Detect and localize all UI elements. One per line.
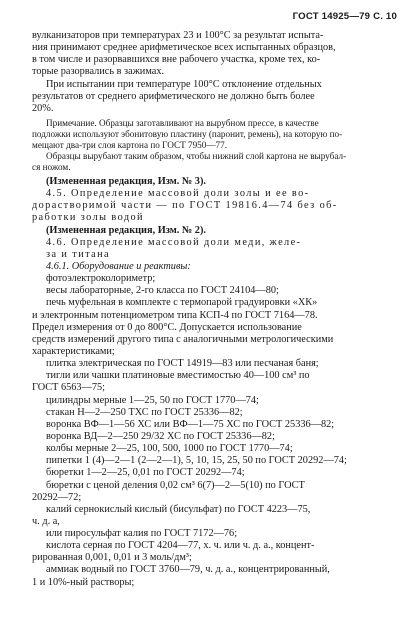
list-item: колбы мерные 2—25, 100, 500, 1000 по ГОСТ 1770—74; xyxy=(46,443,293,455)
list-item: или пиросульфат калия по ГОСТ 7172—76; xyxy=(46,528,238,540)
section-heading: за и титана xyxy=(46,248,110,260)
section-heading: 4.6. Определение массовой доли меди, желе- xyxy=(46,236,302,248)
text-line: ния принимают среднее арифметическое всех испытанных образцов, xyxy=(32,42,336,54)
revision-note: (Измененная редакция, Изм. № 3). xyxy=(46,175,206,187)
text-line: в том числе и разорвавшихся вне рабочего участка, кроме тех, ко- xyxy=(32,54,321,66)
text-line: 1 и 10%-ный растворы; xyxy=(32,576,135,588)
list-item: калий сернокислый кислый (бисульфат) по ГОСТ 4223—75, xyxy=(46,503,311,515)
list-item: плитка электрическая по ГОСТ 14919—83 или песчаная баня; xyxy=(46,358,319,370)
text-line: результатов от среднего арифметического не должно быть более xyxy=(32,90,315,102)
list-item: стакан Н—2—250 ТХС по ГОСТ 25336—82; xyxy=(46,406,243,418)
text-line: При испытании при температуре 100°C отклонение отдельных xyxy=(46,78,322,90)
page-header: ГОСТ 14925—79 С. 10 xyxy=(292,11,397,22)
text-line: 20292—72; xyxy=(32,491,82,503)
list-item: цилиндры мерные 1—25, 50 по ГОСТ 1770—74; xyxy=(46,394,259,406)
section-heading: работки золы водой xyxy=(32,212,144,224)
text-line: торые разорвались в зажимах. xyxy=(32,66,165,78)
list-item: воронка ВФ—1—56 ХС или ВФ—1—75 ХС по ГОСТ 25336—82; xyxy=(46,418,335,430)
text-line: рированная 0,001, 0,01 и 3 моль/дм³; xyxy=(32,552,192,564)
list-item: фотоэлектроколориметр; xyxy=(46,273,156,285)
note-line: мещают два-три слоя картона по ГОСТ 7950—77. xyxy=(32,139,228,150)
list-item: бюретки с ценой деления 0,02 см³ 6(7)—2—5(10) по ГОСТ xyxy=(46,479,305,491)
text-line: Предел измерения от 0 до 800°C. Допускается использование xyxy=(32,321,302,333)
list-item: пипетки 1 (4)—2—1 (2—2—1), 5, 10, 15, 25, 50 по ГОСТ 20292—74; xyxy=(46,455,347,467)
section-heading: 4.5. Определение массовой доли золы и ее во- xyxy=(46,188,310,200)
text-line: и электронным потенциометром типа КСП-4 по ГОСТ 7164—78. xyxy=(32,309,318,321)
document-body xyxy=(32,30,397,589)
list-item: кислота серная по ГОСТ 4204—77, х. ч. или ч. д. а., концент- xyxy=(46,540,315,552)
note-line: ся ножом. xyxy=(32,161,71,172)
text-line: ч. д. а, xyxy=(32,515,60,527)
text-line: средств измерений другого типа с аналогичными метрологическими xyxy=(32,333,334,345)
text-line: характеристиками; xyxy=(32,345,115,357)
text-line: 20%. xyxy=(32,102,54,114)
section-heading: дорастворимой части — по ГОСТ 19816.4—74 без об- xyxy=(32,200,338,212)
list-item: весы лабораторные, 2-го класса по ГОСТ 24104—80; xyxy=(46,285,279,297)
list-item: бюретки 1—2—25, 0,01 по ГОСТ 20292—74; xyxy=(46,467,245,479)
note-line: Образцы вырубают таким образом, чтобы нижний слой картона не вырубал- xyxy=(46,150,347,161)
note-line: подложки используют эбонитовую пластину (паронит, ремень), на которую по- xyxy=(32,128,343,139)
revision-note: (Измененная редакция, Изм. № 2). xyxy=(46,224,206,236)
note-line: Примечание. Образцы заготавливают на вырубном прессе, в качестве xyxy=(46,117,319,128)
list-item: воронка ВД—2—250 29/32 ХС по ГОСТ 25336—82; xyxy=(46,430,275,442)
text-line: ГОСТ 6563—75; xyxy=(32,382,106,394)
list-item: тигли или чашки платиновые вместимостью 40—100 см³ по xyxy=(46,370,310,382)
subsection-heading: 4.6.1. Оборудование и реактивы: xyxy=(46,260,191,272)
text-line: вулканизаторов при температурах 23 и 100°C за результат испыта- xyxy=(32,30,324,41)
list-item: аммиак водный по ГОСТ 3760—79, ч. д. а., концентрированный, xyxy=(46,564,330,576)
list-item: печь муфельная в комплекте с термопарой градуировки «ХК» xyxy=(46,297,318,309)
